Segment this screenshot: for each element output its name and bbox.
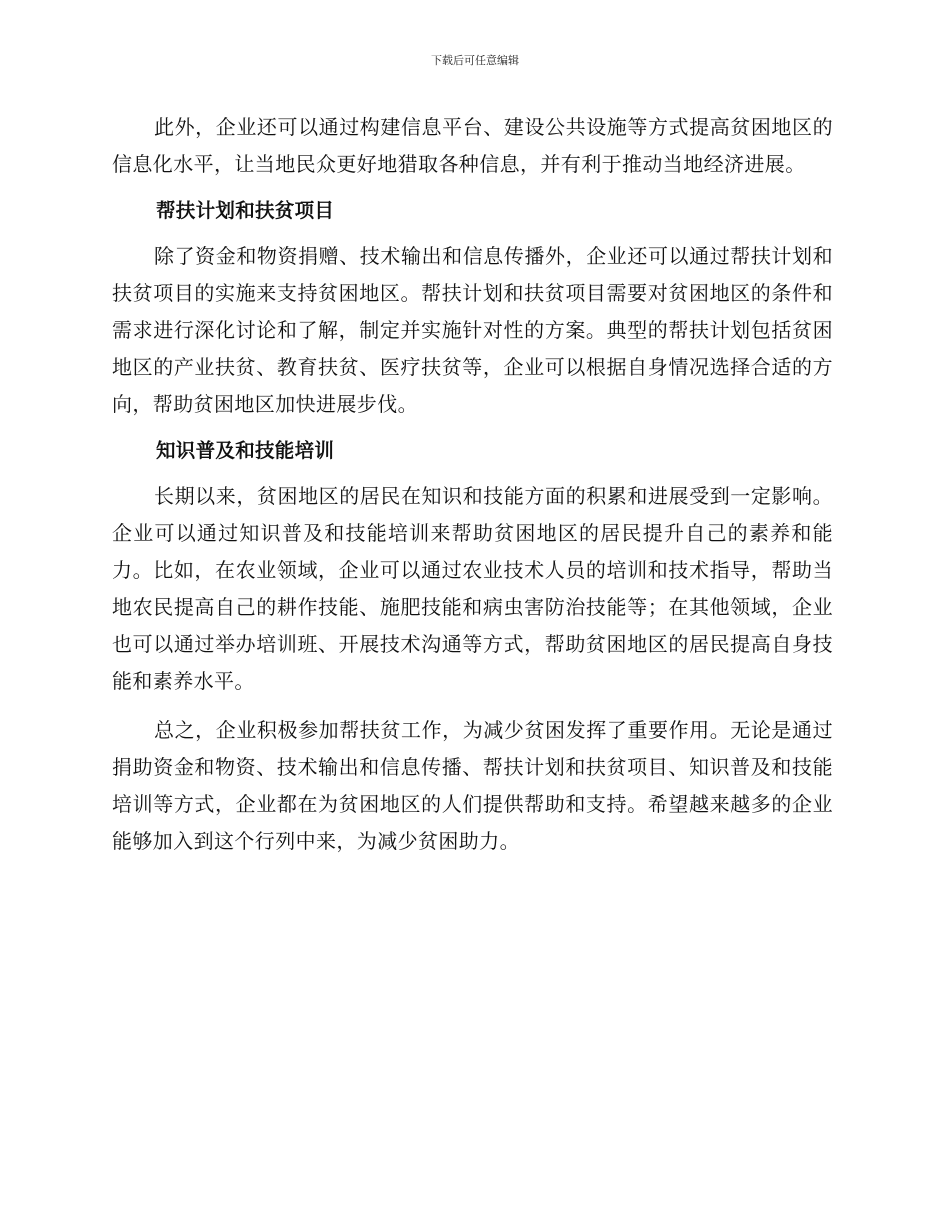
paragraph-assistance-plans: 除了资金和物资捐赠、技术输出和信息传播外，企业还可以通过帮扶计划和扶贫项目的实施来支持贫困地区。帮扶计划和扶贫项目需要对贫困地区的条件和需求进行深化讨论和了解，制定并实施针对性的方案。典型的帮扶计划包括贫困地区的产业扶贫、教育扶贫、医疗扶贫等，企业可以根据自身情况选择合适的方向，帮助贫困地区加快进展步伐。 <box>112 244 833 416</box>
paragraph-conclusion: 总之，企业积极参加帮扶贫工作，为减少贫困发挥了重要作用。无论是通过捐助资金和物资、技术输出和信息传播、帮扶计划和扶贫项目、知识普及和技能培训等方式，企业都在为贫困地区的人们提供帮助和支持。希望越来越多的企业能够加入到这个行列中来，为减少贫困助力。 <box>112 718 833 853</box>
paragraph-skills-training: 长期以来，贫困地区的居民在知识和技能方面的积累和进展受到一定影响。企业可以通过知识普及和技能培训来帮助贫困地区的居民提升自己的素养和能力。比如，在农业领域，企业可以通过农业技术人员的培训和技术指导，帮助当地农民提高自己的耕作技能、施肥技能和病虫害防治技能等；在其他领域，企业也可以通过举办培训班、开展技术沟通等方式，帮助贫困地区的居民提高自身技能和素养水平。 <box>112 484 833 693</box>
section-heading-skills-training: 知识普及和技能培训 <box>156 439 335 462</box>
document-body <box>112 109 833 860</box>
page-header: 下载后可任意编辑 <box>431 54 519 67</box>
paragraph-info-platform: 此外，企业还可以通过构建信息平台、建设公共设施等方式提高贫困地区的信息化水平，让当地民众更好地猎取各种信息，并有利于推动当地经济进展。 <box>112 115 833 176</box>
section-heading-assistance-plans: 帮扶计划和扶贫项目 <box>156 199 335 222</box>
